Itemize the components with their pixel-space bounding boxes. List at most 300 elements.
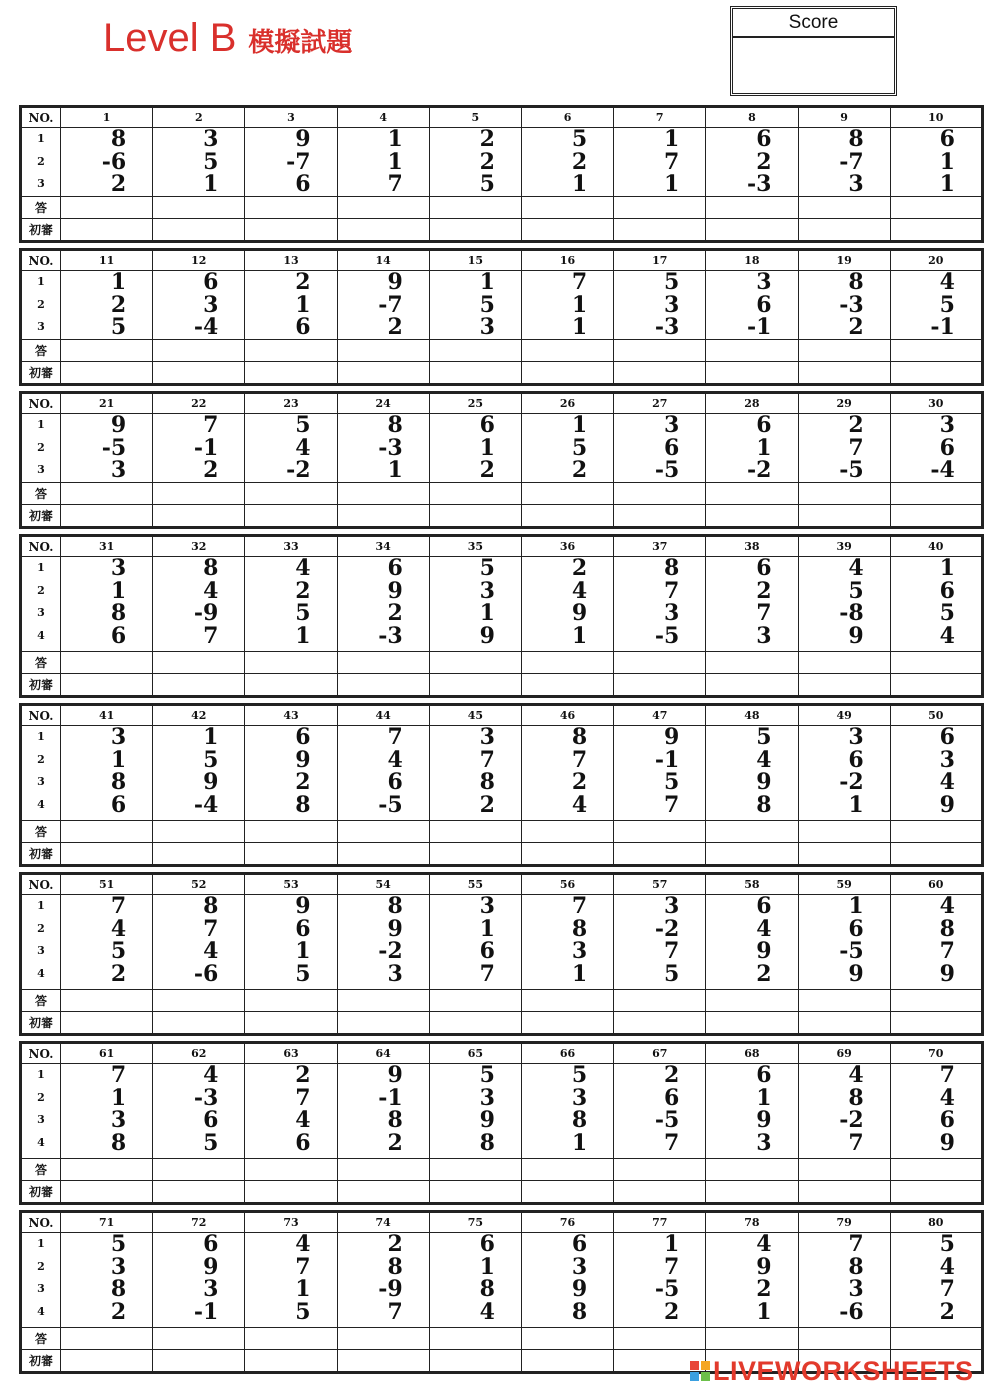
question-numbers xyxy=(429,557,521,652)
answer-field[interactable] xyxy=(798,1328,890,1350)
check-field[interactable] xyxy=(521,1350,613,1373)
operand: 1 xyxy=(571,412,588,438)
check-field[interactable] xyxy=(521,843,613,866)
question-number: 14 xyxy=(337,250,429,271)
answer-field[interactable] xyxy=(614,821,706,843)
answer-field[interactable] xyxy=(61,990,153,1012)
check-field[interactable] xyxy=(429,505,521,528)
answer-field[interactable] xyxy=(890,483,982,505)
operand: 6 xyxy=(848,746,864,773)
question-numbers xyxy=(521,557,613,652)
operand: 1 xyxy=(479,1253,495,1280)
operand: 7 xyxy=(664,577,680,604)
question-table xyxy=(19,1041,984,1205)
check-field[interactable] xyxy=(521,362,613,385)
operand: 8 xyxy=(571,1107,588,1133)
answer-field[interactable] xyxy=(153,821,245,843)
row-index-labels xyxy=(21,414,61,483)
answer-field[interactable] xyxy=(337,197,429,219)
question-number: 59 xyxy=(798,874,890,895)
answer-field[interactable] xyxy=(429,340,521,362)
operand: 2 xyxy=(110,291,127,318)
operand: -7 xyxy=(839,148,864,175)
answer-field[interactable] xyxy=(798,197,890,219)
check-field[interactable] xyxy=(61,674,153,697)
operand: -3 xyxy=(378,622,403,649)
check-field[interactable] xyxy=(614,1012,706,1035)
question-numbers xyxy=(614,1233,706,1328)
operand: -5 xyxy=(839,938,864,964)
question-numbers xyxy=(245,726,337,821)
operand: -3 xyxy=(654,314,680,340)
operand: 5 xyxy=(571,1062,588,1088)
operand: 8 xyxy=(387,1253,403,1280)
question-number: 41 xyxy=(61,705,153,726)
check-field[interactable] xyxy=(153,362,245,385)
check-field[interactable] xyxy=(337,674,429,697)
operand: 4 xyxy=(571,791,588,818)
check-field[interactable] xyxy=(798,843,890,866)
question-numbers xyxy=(614,414,706,483)
check-field[interactable] xyxy=(521,219,613,242)
operand: 1 xyxy=(479,915,495,942)
answer-field[interactable] xyxy=(245,340,337,362)
question-number: 12 xyxy=(153,250,245,271)
answer-field[interactable] xyxy=(245,652,337,674)
check-field[interactable] xyxy=(798,219,890,242)
operand: 1 xyxy=(110,269,127,295)
question-number: 67 xyxy=(614,1043,706,1064)
question-number: 63 xyxy=(245,1043,337,1064)
answer-field[interactable] xyxy=(614,1328,706,1350)
answer-field[interactable] xyxy=(429,483,521,505)
row-index-labels xyxy=(21,1233,61,1328)
operand: 8 xyxy=(110,126,127,152)
check-field[interactable] xyxy=(245,843,337,866)
question-number: 28 xyxy=(706,393,798,414)
operand: 4 xyxy=(939,1084,955,1111)
row-index: 2 xyxy=(37,921,45,935)
answer-field[interactable] xyxy=(798,990,890,1012)
answer-field[interactable] xyxy=(890,197,982,219)
answer-field[interactable] xyxy=(61,340,153,362)
question-numbers xyxy=(798,895,890,990)
question-number: 24 xyxy=(337,393,429,414)
operand: 7 xyxy=(939,1062,955,1088)
operand: 8 xyxy=(571,724,588,750)
operand: 5 xyxy=(848,577,864,604)
check-field[interactable] xyxy=(798,362,890,385)
no-header: NO. xyxy=(21,536,61,557)
check-field[interactable] xyxy=(245,1350,337,1373)
question-numbers xyxy=(153,414,245,483)
check-field[interactable] xyxy=(890,674,982,697)
answer-field[interactable] xyxy=(61,483,153,505)
check-field[interactable] xyxy=(61,1012,153,1035)
answer-field[interactable] xyxy=(706,821,798,843)
operand: 8 xyxy=(664,555,680,581)
operand: 8 xyxy=(848,126,864,152)
question-numbers xyxy=(245,557,337,652)
check-field[interactable] xyxy=(890,1181,982,1204)
answer-field[interactable] xyxy=(706,652,798,674)
question-numbers xyxy=(798,1233,890,1328)
answer-field[interactable] xyxy=(521,652,613,674)
answer-field[interactable] xyxy=(521,340,613,362)
operand: 3 xyxy=(664,291,680,318)
check-field[interactable] xyxy=(245,219,337,242)
check-field[interactable] xyxy=(153,674,245,697)
answer-field[interactable] xyxy=(521,197,613,219)
answer-field[interactable] xyxy=(61,652,153,674)
answer-field[interactable] xyxy=(521,1159,613,1181)
answer-field[interactable] xyxy=(521,483,613,505)
question-number: 32 xyxy=(153,536,245,557)
check-label: 初審 xyxy=(21,1012,61,1035)
check-field[interactable] xyxy=(521,1181,613,1204)
check-field[interactable] xyxy=(61,362,153,385)
operand: 6 xyxy=(203,1231,219,1257)
logo-square-icon xyxy=(690,1361,699,1370)
answer-field[interactable] xyxy=(429,652,521,674)
check-field[interactable] xyxy=(153,1350,245,1373)
answer-field[interactable] xyxy=(890,652,982,674)
answer-field[interactable] xyxy=(890,990,982,1012)
operand: 4 xyxy=(848,1062,864,1088)
operand: 9 xyxy=(295,746,311,773)
check-field[interactable] xyxy=(245,674,337,697)
operand: 5 xyxy=(479,171,495,197)
question-table xyxy=(19,248,984,386)
check-field[interactable] xyxy=(429,362,521,385)
answer-field[interactable] xyxy=(337,821,429,843)
check-field[interactable] xyxy=(337,843,429,866)
logo-square-icon xyxy=(690,1372,699,1381)
operand: 2 xyxy=(571,457,588,483)
answer-field[interactable] xyxy=(798,1159,890,1181)
answer-field[interactable] xyxy=(153,340,245,362)
check-field[interactable] xyxy=(153,1012,245,1035)
check-field[interactable] xyxy=(61,219,153,242)
check-field[interactable] xyxy=(614,219,706,242)
check-field[interactable] xyxy=(337,219,429,242)
answer-field[interactable] xyxy=(153,990,245,1012)
check-field[interactable] xyxy=(429,219,521,242)
check-field[interactable] xyxy=(798,1181,890,1204)
check-field[interactable] xyxy=(61,1350,153,1373)
operand: 7 xyxy=(848,1129,864,1156)
operand: 9 xyxy=(939,1129,955,1156)
question-number: 62 xyxy=(153,1043,245,1064)
operand: 9 xyxy=(939,960,955,987)
question-number: 6 xyxy=(521,107,613,128)
answer-field[interactable] xyxy=(614,990,706,1012)
answer-field[interactable] xyxy=(245,990,337,1012)
answer-field[interactable] xyxy=(337,990,429,1012)
check-field[interactable] xyxy=(245,1181,337,1204)
operand: 2 xyxy=(756,577,772,604)
operand: 1 xyxy=(571,314,588,340)
check-field[interactable] xyxy=(798,674,890,697)
operand: 6 xyxy=(756,291,772,318)
answer-field[interactable] xyxy=(521,821,613,843)
operand: 7 xyxy=(295,1253,311,1280)
check-field[interactable] xyxy=(245,505,337,528)
operand: 2 xyxy=(479,126,495,152)
answer-field[interactable] xyxy=(153,652,245,674)
check-field[interactable] xyxy=(521,505,613,528)
operand: 4 xyxy=(203,938,219,964)
operand: 5 xyxy=(203,148,219,175)
question-number: 57 xyxy=(614,874,706,895)
check-field[interactable] xyxy=(61,843,153,866)
operand: -1 xyxy=(654,746,680,773)
answer-field[interactable] xyxy=(429,1328,521,1350)
check-field[interactable] xyxy=(890,1012,982,1035)
check-field[interactable] xyxy=(61,1181,153,1204)
check-field[interactable] xyxy=(337,1012,429,1035)
check-field[interactable] xyxy=(245,362,337,385)
check-field[interactable] xyxy=(706,674,798,697)
check-field[interactable] xyxy=(153,505,245,528)
operand: 6 xyxy=(756,1062,772,1088)
operand: 7 xyxy=(571,269,588,295)
answer-field[interactable] xyxy=(890,340,982,362)
question-numbers xyxy=(890,1233,982,1328)
operand: -4 xyxy=(193,314,219,340)
row-index-labels xyxy=(21,895,61,990)
check-field[interactable] xyxy=(890,505,982,528)
operand: 5 xyxy=(479,555,495,581)
answer-field[interactable] xyxy=(337,1328,429,1350)
check-field[interactable] xyxy=(429,843,521,866)
answer-field[interactable] xyxy=(61,821,153,843)
operand: 5 xyxy=(939,1231,955,1257)
answer-field[interactable] xyxy=(614,652,706,674)
question-numbers xyxy=(245,1064,337,1159)
operand: -3 xyxy=(747,171,772,197)
operand: 2 xyxy=(387,1129,403,1156)
question-number: 44 xyxy=(337,705,429,726)
answer-field[interactable] xyxy=(706,1328,798,1350)
answer-field[interactable] xyxy=(337,340,429,362)
operand: 9 xyxy=(756,1253,772,1280)
check-field[interactable] xyxy=(706,219,798,242)
operand: 3 xyxy=(939,412,955,438)
row-index: 1 xyxy=(37,1068,45,1081)
check-field[interactable] xyxy=(890,843,982,866)
question-number: 25 xyxy=(429,393,521,414)
operand: 5 xyxy=(756,724,772,750)
operand: -2 xyxy=(839,1107,864,1133)
operand: 1 xyxy=(387,126,403,152)
question-numbers xyxy=(61,895,153,990)
check-field[interactable] xyxy=(521,1012,613,1035)
row-index-labels xyxy=(21,1064,61,1159)
operand: 4 xyxy=(939,269,955,295)
answer-field[interactable] xyxy=(706,483,798,505)
check-field[interactable] xyxy=(706,362,798,385)
operand: 6 xyxy=(939,724,955,750)
answer-field[interactable] xyxy=(337,652,429,674)
operand: 8 xyxy=(387,893,403,919)
check-field[interactable] xyxy=(337,1181,429,1204)
operand: 2 xyxy=(295,1062,311,1088)
check-field[interactable] xyxy=(521,674,613,697)
check-field[interactable] xyxy=(429,1350,521,1373)
operand: 5 xyxy=(295,412,311,438)
answer-field[interactable] xyxy=(61,197,153,219)
operand: 6 xyxy=(387,555,403,581)
answer-field[interactable] xyxy=(521,1328,613,1350)
check-field[interactable] xyxy=(890,362,982,385)
row-index: 1 xyxy=(37,418,45,431)
check-field[interactable] xyxy=(61,505,153,528)
question-number: 47 xyxy=(614,705,706,726)
answer-field[interactable] xyxy=(245,1159,337,1181)
question-numbers xyxy=(890,128,982,197)
question-number: 9 xyxy=(798,107,890,128)
question-numbers xyxy=(706,1064,798,1159)
check-field[interactable] xyxy=(429,1012,521,1035)
answer-field[interactable] xyxy=(798,340,890,362)
answer-field[interactable] xyxy=(890,1328,982,1350)
question-numbers xyxy=(61,128,153,197)
operand: 2 xyxy=(939,1298,955,1325)
question-numbers xyxy=(429,128,521,197)
check-field[interactable] xyxy=(706,505,798,528)
answer-field[interactable] xyxy=(614,197,706,219)
check-field[interactable] xyxy=(706,1181,798,1204)
question-numbers xyxy=(614,128,706,197)
answer-field[interactable] xyxy=(245,483,337,505)
answer-field[interactable] xyxy=(245,1328,337,1350)
answer-label: 答 xyxy=(21,1159,61,1181)
question-number: 16 xyxy=(521,250,613,271)
question-numbers xyxy=(337,271,429,340)
operand: 8 xyxy=(203,555,219,581)
check-label: 初審 xyxy=(21,219,61,242)
answer-field[interactable] xyxy=(798,483,890,505)
question-numbers xyxy=(890,726,982,821)
answer-field[interactable] xyxy=(153,483,245,505)
check-field[interactable] xyxy=(798,1012,890,1035)
question-table xyxy=(19,872,984,1036)
answer-field[interactable] xyxy=(153,1159,245,1181)
answer-field[interactable] xyxy=(337,483,429,505)
answer-field[interactable] xyxy=(61,1159,153,1181)
operand: 9 xyxy=(756,769,772,795)
operand: 1 xyxy=(295,622,311,649)
check-field[interactable] xyxy=(337,1350,429,1373)
row-index: 2 xyxy=(37,583,45,597)
check-field[interactable] xyxy=(706,843,798,866)
check-field[interactable] xyxy=(614,674,706,697)
answer-field[interactable] xyxy=(614,1159,706,1181)
answer-field[interactable] xyxy=(521,990,613,1012)
check-field[interactable] xyxy=(337,505,429,528)
answer-field[interactable] xyxy=(245,821,337,843)
operand: 8 xyxy=(295,791,311,818)
check-field[interactable] xyxy=(245,1012,337,1035)
operand: 1 xyxy=(479,269,495,295)
answer-field[interactable] xyxy=(798,652,890,674)
question-numbers xyxy=(245,895,337,990)
check-field[interactable] xyxy=(153,1181,245,1204)
check-field[interactable] xyxy=(614,505,706,528)
answer-field[interactable] xyxy=(798,821,890,843)
question-numbers xyxy=(61,1233,153,1328)
check-field[interactable] xyxy=(429,674,521,697)
operand: 6 xyxy=(295,915,311,942)
check-field[interactable] xyxy=(614,362,706,385)
answer-field[interactable] xyxy=(429,197,521,219)
answer-field[interactable] xyxy=(245,197,337,219)
operand: -7 xyxy=(286,148,311,175)
question-number: 68 xyxy=(706,1043,798,1064)
question-number: 50 xyxy=(890,705,982,726)
answer-field[interactable] xyxy=(706,990,798,1012)
row-index: 3 xyxy=(37,944,45,957)
answer-field[interactable] xyxy=(890,821,982,843)
question-numbers xyxy=(890,271,982,340)
operand: 4 xyxy=(203,1062,219,1088)
operand: 4 xyxy=(387,746,403,773)
score-field[interactable] xyxy=(733,38,894,93)
answer-field[interactable] xyxy=(614,483,706,505)
operand: 1 xyxy=(664,1231,680,1257)
operand: 2 xyxy=(295,769,311,795)
check-field[interactable] xyxy=(429,1181,521,1204)
answer-field[interactable] xyxy=(706,197,798,219)
operand: 8 xyxy=(479,1129,495,1156)
operand: 7 xyxy=(848,434,864,461)
check-field[interactable] xyxy=(614,1181,706,1204)
operand: 6 xyxy=(203,269,219,295)
check-field[interactable] xyxy=(153,843,245,866)
check-field[interactable] xyxy=(153,219,245,242)
operand: 3 xyxy=(203,126,219,152)
check-field[interactable] xyxy=(337,362,429,385)
answer-field[interactable] xyxy=(614,340,706,362)
check-field[interactable] xyxy=(890,219,982,242)
operand: 6 xyxy=(664,1084,680,1111)
answer-field[interactable] xyxy=(429,1159,521,1181)
question-number: 78 xyxy=(706,1212,798,1233)
answer-field[interactable] xyxy=(890,1159,982,1181)
answer-field[interactable] xyxy=(337,1159,429,1181)
operand: 5 xyxy=(479,291,495,318)
answer-field[interactable] xyxy=(706,340,798,362)
answer-field[interactable] xyxy=(153,1328,245,1350)
answer-field[interactable] xyxy=(429,821,521,843)
answer-field[interactable] xyxy=(61,1328,153,1350)
operand: 1 xyxy=(110,577,127,604)
answer-field[interactable] xyxy=(706,1159,798,1181)
check-field[interactable] xyxy=(798,505,890,528)
answer-field[interactable] xyxy=(429,990,521,1012)
operand: 2 xyxy=(387,600,403,626)
check-label: 初審 xyxy=(21,505,61,528)
check-label: 初審 xyxy=(21,843,61,866)
check-field[interactable] xyxy=(706,1012,798,1035)
answer-field[interactable] xyxy=(153,197,245,219)
operand: 1 xyxy=(295,291,311,318)
question-numbers xyxy=(706,726,798,821)
check-field[interactable] xyxy=(614,843,706,866)
question-number: 7 xyxy=(614,107,706,128)
question-numbers xyxy=(153,895,245,990)
